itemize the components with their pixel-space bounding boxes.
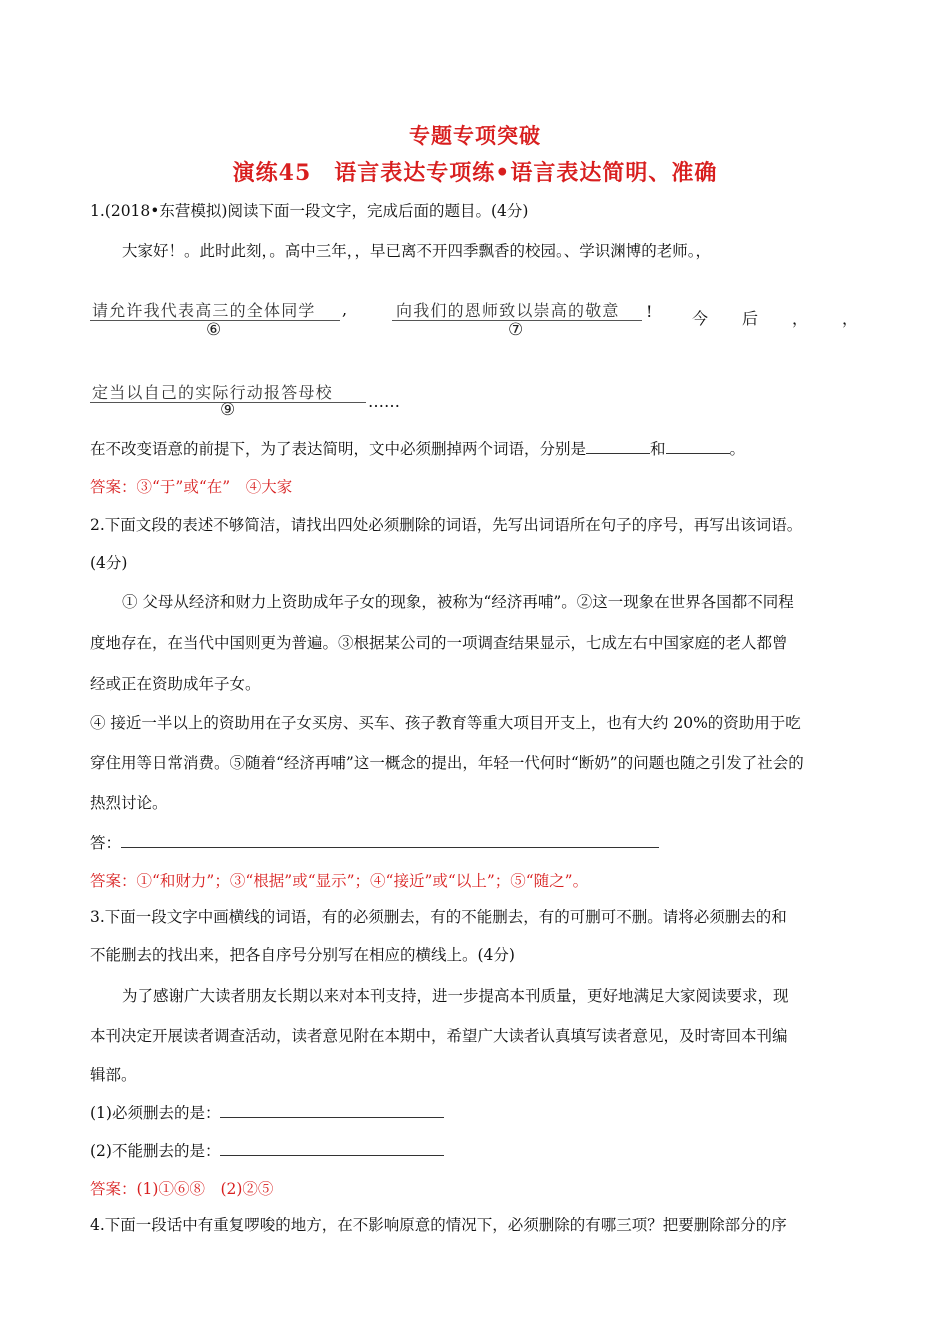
q3-passage-line2: 本刊决定开展读者调查活动，读者意见附在本期中，希望广大读者认真填写读者意见，及时寄回本刊编 xyxy=(90,1027,788,1045)
q1-stem: 1.(2018•东营模拟)阅读下面一段文字，完成后面的题目。(4分) xyxy=(90,202,529,220)
q1-ellipsis: …… xyxy=(368,392,400,411)
q1-blank-1 xyxy=(586,439,650,454)
q3-sub2-label: (2)不能删去的是： xyxy=(90,1142,221,1160)
q3-sub1-label: (1)必须删去的是： xyxy=(90,1104,221,1122)
q2-passage-line6: 热烈讨论。 xyxy=(90,794,168,812)
q2-passage-line4: ④ 接近一半以上的资助用在子女买房、买车、孩子教育等重大项目开支上，也有大约 20%的资助用于吃 xyxy=(90,714,801,732)
q2-answer-label: 答： xyxy=(90,834,122,852)
q1-exclaim-7: ! xyxy=(646,302,653,321)
q2-answer: 答案：①“和财力”；③“根据”或“显示”；④“接近”或“以上”；⑤“随之”。 xyxy=(90,872,589,890)
q2-stem-line2: (4分) xyxy=(90,554,128,572)
q2-answer-line xyxy=(90,832,865,854)
q3-passage-line1: 为了感谢广大读者朋友长期以来对本刊支持，进一步提高本刊质量，更好地满足大家阅读要求，现 xyxy=(122,987,789,1005)
q1-answer: 答案：③“于”或“在” ④大家 xyxy=(90,478,293,496)
q1-circled-9: ⑨ xyxy=(220,400,236,420)
q2-stem-line1: 2.下面文段的表述不够简洁，请找出四处必须删除的词语，先写出词语所在句子的序号，再写出该词语。 xyxy=(90,516,803,534)
q3-answer: 答案：(1)①⑥⑧ (2)②⑤ xyxy=(90,1180,274,1198)
q1-circled-7: ⑦ xyxy=(508,320,524,340)
q3-passage-line3: 辑部。 xyxy=(90,1066,137,1084)
q1-spread-char-3: ， xyxy=(792,309,809,328)
q1-handwritten-9: 定当以自己的实际行动报答母校 xyxy=(92,383,333,402)
q2-passage-line2: 度地存在，在当代中国则更为普遍。③根据某公司的一项调查结果显示，七成左右中国家庭的老人都曾 xyxy=(90,634,788,652)
q3-stem-line1: 3.下面一段文字中画横线的词语，有的必须删去，有的不能删去，有的可删可不删。请将必须删去的和 xyxy=(90,908,787,926)
q1-blank-2 xyxy=(666,439,730,454)
page-subtitle: 演练45 语言表达专项练•语言表达简明、准确 xyxy=(232,160,718,186)
q1-question-end: 。 xyxy=(729,440,746,458)
q1-spread-char-1: 今 xyxy=(692,309,709,328)
q3-stem-line2: 不能删去的找出来，把各自序号分别写在相应的横线上。(4分) xyxy=(90,946,515,964)
q1-comma-6: , xyxy=(342,300,348,319)
page-title: 专题专项突破 xyxy=(409,123,541,148)
q2-passage-line1: ① 父母从经济和财力上资助成年子女的现象，被称为“经济再哺”。②这一现象在世界各国都不同程 xyxy=(122,593,794,611)
q2-passage-line3: 经或正在资助成年子女。 xyxy=(90,675,261,693)
q3-sub2 xyxy=(90,1140,865,1162)
q1-question-and: 和 xyxy=(650,440,666,458)
q2-passage-line5: 穿住用等日常消费。⑤随着“经济再哺”这一概念的提出，年轻一代何时“断奶”的问题也随之引发了社会的 xyxy=(90,754,804,772)
q3-sub2-blank xyxy=(220,1141,444,1156)
q1-passage-line1: 大家好！。此时此刻，。高中三年，，早已离不开四季飘香的校园。、学识渊博的老师。， xyxy=(122,242,712,260)
q3-sub1 xyxy=(90,1102,865,1124)
q1-question xyxy=(90,438,865,460)
q1-spread-char-4: ， xyxy=(842,309,859,328)
q1-handwritten-7: 向我们的恩师致以崇高的敬意 xyxy=(396,301,620,320)
q1-circled-6: ⑥ xyxy=(206,320,222,340)
q1-spread-char-2: 后 xyxy=(742,309,759,328)
q1-question-text: 在不改变语意的前提下，为了表达简明，文中必须删掉两个词语，分别是 xyxy=(90,440,587,458)
q1-handwritten-6: 请允许我代表高三的全体同学 xyxy=(92,301,316,320)
q3-sub1-blank xyxy=(220,1103,444,1118)
q4-stem-line1: 4.下面一段话中有重复啰唆的地方，在不影响原意的情况下，必须删除的有哪三项？把要删除部分的序 xyxy=(90,1216,787,1234)
q2-answer-blank xyxy=(121,833,659,848)
